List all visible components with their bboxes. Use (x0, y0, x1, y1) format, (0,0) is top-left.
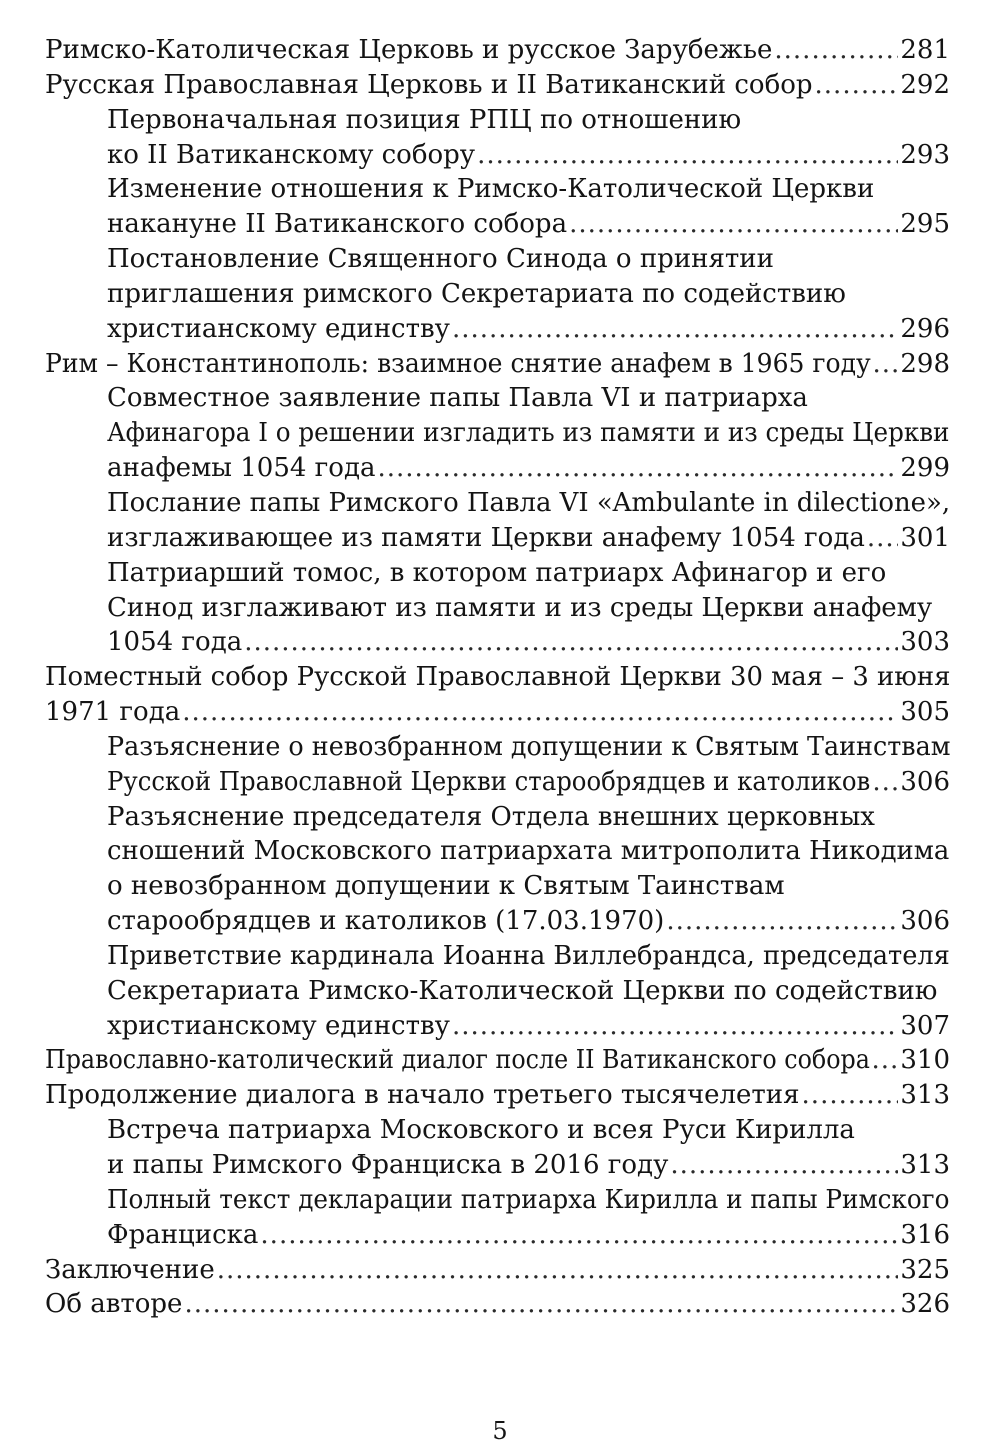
toc-entry-last-line (107, 207, 950, 242)
toc-subentry (45, 556, 950, 661)
toc-entry-title-line: христианскому единству (107, 1010, 450, 1041)
toc-page-number: 325 (900, 1254, 950, 1285)
toc-page-number: 306 (900, 906, 950, 937)
toc-entry-title-line: анафемы 1054 года (107, 453, 376, 484)
dot-leader (872, 765, 898, 800)
toc-entry-last-line (107, 765, 950, 800)
toc-entry-title-line: Афинагора I о решении изгладить из памяти и из среды Церкви (107, 418, 950, 449)
toc-entry-title-line: Синод изглаживают из памяти и из среды Церкви анафему (107, 592, 933, 623)
toc-entry-last-line (107, 625, 950, 660)
toc-entry-last-line (45, 1043, 950, 1078)
toc-entry-title-line: и папы Римского Франциска в 2016 году (107, 1150, 669, 1180)
toc-page-number: 306 (900, 766, 950, 797)
toc-entry (45, 1078, 950, 1113)
toc-entry-title-line: Заключение (45, 1254, 215, 1285)
dot-leader (872, 347, 898, 382)
dot-leader (452, 1009, 898, 1044)
toc-subentry (45, 730, 950, 800)
toc-entry-title-line: Продолжение диалога в начало третьего тысячелетия (45, 1080, 800, 1111)
dot-leader (872, 1043, 899, 1078)
dot-leader (867, 521, 899, 556)
toc-entry-title-line: старообрядцев и католиков (17.03.1970) (107, 906, 665, 937)
toc-page-number: 296 (900, 313, 950, 344)
toc-entry-last-line (45, 1287, 950, 1322)
toc-page-number: 292 (900, 69, 950, 100)
toc-entry-title-line: Приветствие кардинала Иоанна Виллебрандса, председателя (107, 940, 950, 971)
toc-entry-last-line (107, 1148, 950, 1183)
toc-entry-last-line (107, 1009, 950, 1044)
toc-entry (45, 660, 950, 730)
toc-entry-title-line: Поместный собор Русской Православной Церкви 30 мая – 3 июня (45, 662, 951, 693)
toc-entry (45, 1043, 950, 1078)
toc-entry-title-line: Православно-католический диалог после II Ватиканского собора (45, 1045, 870, 1076)
toc-page-number: 299 (900, 453, 950, 484)
toc-entry-title-line: Русская Православная Церковь и II Ватиканский собор (45, 69, 813, 100)
toc-page-number: 305 (900, 697, 950, 728)
dot-leader (184, 1287, 898, 1322)
toc-entry-title-line: 1971 года (45, 697, 181, 728)
toc-entry-title-line: Разъяснение о невозбранном допущении к Святым Таинствам (107, 731, 951, 762)
toc-entry-title-line: ко II Ватиканскому собору (107, 139, 476, 170)
toc-page-number: 326 (900, 1289, 950, 1320)
toc-entry-last-line (45, 695, 950, 730)
dot-leader (569, 207, 898, 242)
toc-entry-title-line: Русской Православной Церкви старообрядцев и католиков (107, 766, 871, 797)
toc-subentry (45, 1113, 950, 1183)
dot-leader (670, 1148, 898, 1183)
dot-leader (815, 68, 899, 103)
toc-entry-title-line: сношений Московского патриархата митрополита Никодима (107, 836, 950, 867)
toc-entry-title-line: Полный текст декларации патриарха Кирилла и папы Римского (107, 1184, 950, 1215)
toc-entry-title-line: Рим – Константинополь: взаимное снятие анафем в 1965 году (45, 348, 871, 379)
toc-subentry (45, 486, 950, 556)
toc-entry-last-line (45, 347, 950, 382)
toc-page-number: 293 (900, 139, 950, 170)
dot-leader (260, 1218, 898, 1253)
toc-entry-title-line: Франциска (107, 1219, 259, 1250)
toc-entry-last-line (45, 68, 950, 103)
dot-leader (666, 904, 898, 939)
toc-entry-title-line: изглаживающее из памяти Церкви анафему 1054 года (107, 522, 865, 553)
toc-entry-last-line (45, 1253, 950, 1288)
dot-leader (774, 33, 898, 68)
toc-subentry (45, 939, 950, 1044)
toc-entry-title-line: Секретариата Римско-Католической Церкви по содействию (107, 975, 938, 1006)
toc-subentry (45, 172, 950, 242)
toc-entry-last-line (45, 33, 950, 68)
toc-page-number: 281 (900, 35, 950, 65)
toc-entry-title-line: Встреча патриарха Московского и всея Руси Кирилла (107, 1115, 855, 1146)
toc-subentry (45, 103, 950, 173)
toc-subentry (45, 1183, 950, 1253)
toc-entry-title-line: Первоначальная позиция РПЦ по отношению (107, 104, 742, 135)
toc-page-number: 301 (900, 522, 950, 553)
toc-entry-last-line (107, 138, 950, 173)
dot-leader (477, 138, 898, 173)
toc-page-number: 303 (900, 627, 950, 658)
toc-page-number: 316 (900, 1219, 950, 1250)
toc-entry-last-line (107, 312, 950, 347)
toc-entry-title-line: приглашения римского Секретариата по содействию (107, 278, 846, 309)
toc-entry (45, 68, 950, 103)
toc-page-number: 313 (900, 1080, 950, 1111)
toc-entry-last-line (107, 521, 950, 556)
toc-entry-title-line: Послание папы Римского Павла VI «Ambulante in dilectione», (107, 487, 951, 518)
toc-page-number: 310 (900, 1045, 950, 1076)
toc-entry-title-line: христианскому единству (107, 313, 450, 344)
toc-entry-title-line: Совместное заявление папы Павла VI и патриарха (107, 383, 808, 414)
toc-subentry (45, 800, 950, 939)
toc-page-number: 313 (900, 1150, 950, 1180)
page-number: 5 (492, 1417, 508, 1445)
toc-page-number: 307 (900, 1010, 950, 1041)
toc-entry-title-line: Об авторе (45, 1289, 183, 1320)
toc-entry-title-line: Постановление Священного Синода о принятии (107, 244, 774, 275)
toc-entry-title-line: Разъяснение председателя Отдела внешних церковных (107, 801, 875, 832)
toc-entry (45, 347, 950, 382)
dot-leader (182, 695, 898, 730)
toc-entry (45, 1253, 950, 1288)
toc-subentry (45, 242, 950, 347)
toc-entry (45, 1287, 950, 1322)
dot-leader (377, 451, 898, 486)
toc-entry-title-line: Римско-Католическая Церковь и русское Зарубежье (45, 35, 773, 65)
toc-entry-last-line (107, 451, 950, 486)
toc-entry-title-line: о невозбранном допущении к Святым Таинствам (107, 871, 785, 902)
toc-entry-title-line: 1054 года (107, 627, 243, 658)
toc-page-number: 298 (900, 348, 950, 379)
toc-entry (45, 33, 950, 68)
toc-entry-title-line: накануне II Ватиканского собора (107, 209, 568, 240)
toc-entry-title-line: Патриарший томос, в котором патриарх Афинагор и его (107, 557, 887, 588)
toc-entry-last-line (107, 1218, 950, 1253)
dot-leader (217, 1253, 899, 1288)
toc-entry-last-line (45, 1078, 950, 1113)
toc-page-number: 295 (900, 209, 950, 240)
toc-entry-last-line (107, 904, 950, 939)
dot-leader (244, 625, 898, 660)
toc-entry-title-line: Изменение отношения к Римско-Католической Церкви (107, 174, 875, 205)
dot-leader (802, 1078, 899, 1113)
dot-leader (452, 312, 898, 347)
table-of-contents (45, 33, 950, 1322)
toc-subentry (45, 381, 950, 486)
